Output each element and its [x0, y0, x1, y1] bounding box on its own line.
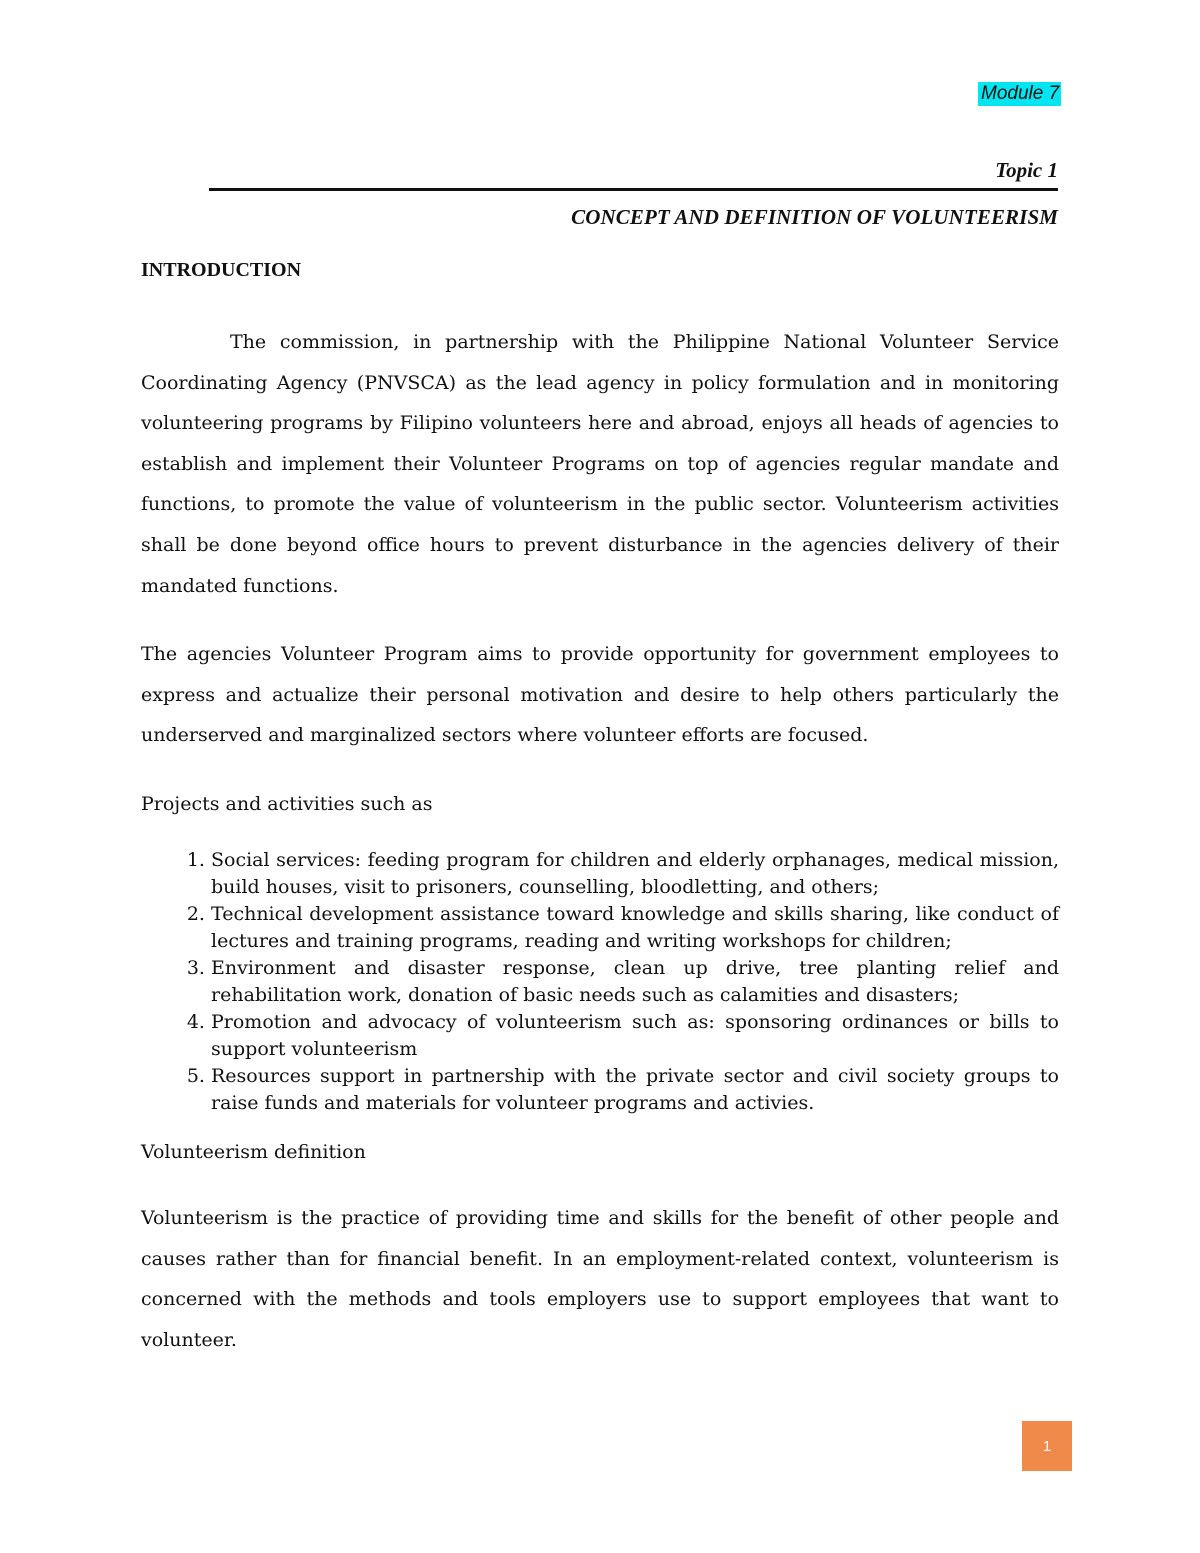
document-body	[141, 255, 1059, 1360]
introduction-paragraph: The commission, in partnership with the Philippine National Volunteer Service Coordinating Agency (PNVSCA) as the lead agency in policy formulation and in monitoring volunteering programs by Filipino volunteers here and abroad, enjoys all heads of agencies to establish and implement their Volunteer Programs on top of agencies regular mandate and functions, to promote the value of volunteerism in the public sector. Volunteerism activities shall be done beyond office hours to prevent disturbance in the agencies delivery of their mandated functions.	[141, 331, 1059, 597]
module-label: Module 7	[978, 82, 1061, 106]
page-number: 1	[1042, 1437, 1052, 1455]
list-item: 1. Social services: feeding program for children and elderly orphanages, medical mission, build houses, visit to prisoners, counselling, bloodletting, and others;	[211, 847, 1059, 901]
topic-title: CONCEPT AND DEFINITION OF VOLUNTEERISM	[571, 205, 1058, 229]
list-item: 5. Resources support in partnership with the private sector and civil society groups to raise funds and materials for volunteer programs and activies.	[211, 1063, 1059, 1117]
page-number-badge	[1022, 1421, 1072, 1471]
program-paragraph: The agencies Volunteer Program aims to provide opportunity for government employees to express and actualize their personal motivation and desire to help others particularly the underserved and marginalized sectors where volunteer efforts are focused.	[141, 643, 1059, 747]
list-item: 2. Technical development assistance toward knowledge and skills sharing, like conduct of lectures and training programs, reading and writing workshops for children;	[211, 901, 1059, 955]
definition-heading: Volunteerism definition	[141, 1140, 366, 1163]
list-item: 3. Environment and disaster response, clean up drive, tree planting relief and rehabilitation work, donation of basic needs such as calamities and disasters;	[211, 955, 1059, 1009]
projects-intro: Projects and activities such as	[141, 792, 433, 815]
list-item: 4. Promotion and advocacy of volunteerism such as: sponsoring ordinances or bills to support volunteerism	[211, 1009, 1059, 1063]
definition-paragraph: Volunteerism is the practice of providing time and skills for the benefit of other people and causes rather than for financial benefit. In an employment-related context, volunteerism is concerned with the methods and tools employers use to support employees that want to volunteer.	[141, 1206, 1059, 1351]
topic-label: Topic 1	[995, 158, 1058, 182]
topic-divider	[209, 188, 1058, 191]
activities-list	[141, 847, 1059, 1117]
introduction-heading: INTRODUCTION	[141, 259, 302, 281]
